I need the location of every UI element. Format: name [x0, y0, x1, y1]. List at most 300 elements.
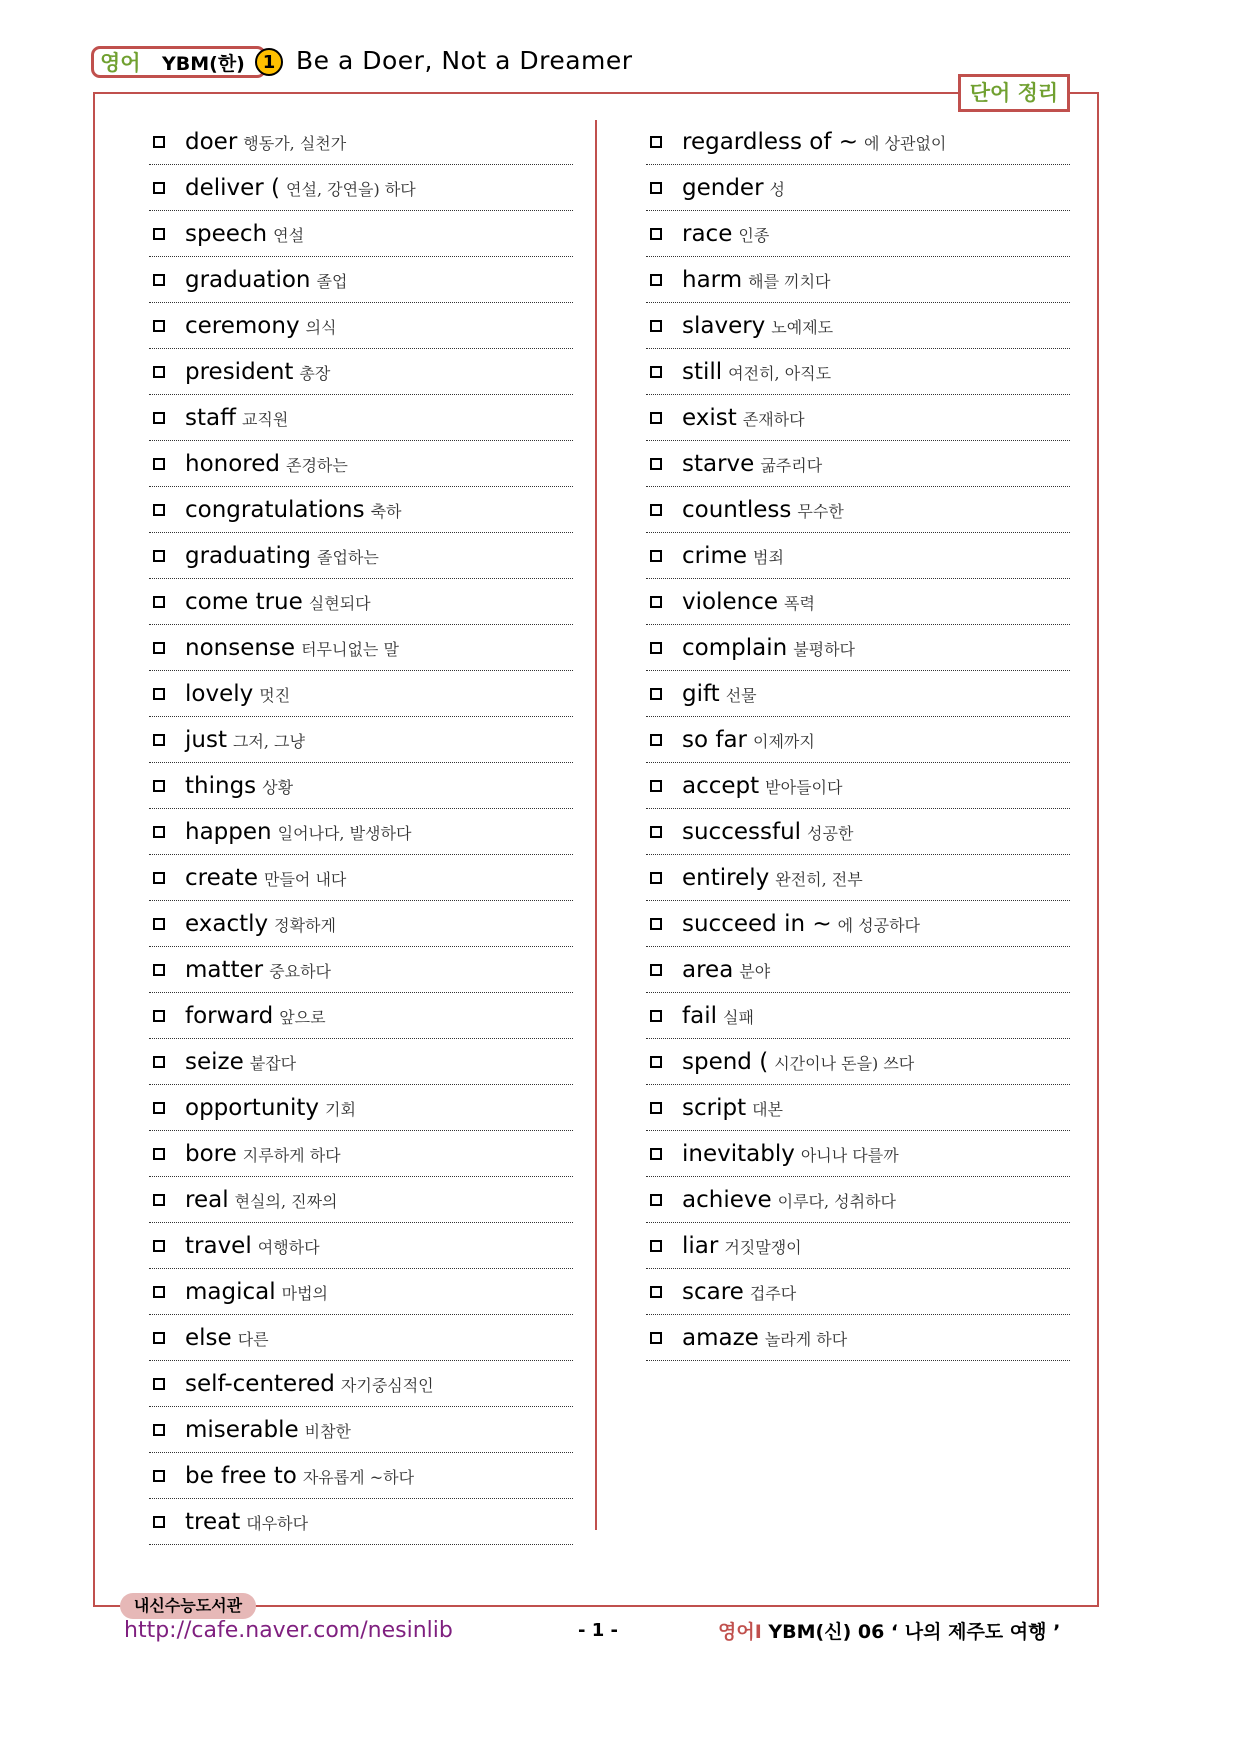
english-word: travel [185, 1233, 252, 1259]
checkbox-icon[interactable] [153, 1424, 165, 1436]
checkbox-icon[interactable] [153, 458, 165, 470]
checkbox-icon[interactable] [650, 734, 662, 746]
vocab-item [646, 165, 1070, 211]
vocab-item [149, 717, 573, 763]
english-word: graduating [185, 543, 312, 569]
english-word: scare [682, 1279, 744, 1305]
english-word: honored [185, 451, 280, 477]
vocab-text [185, 1186, 338, 1216]
library-label: 내신수능도서관 [120, 1593, 256, 1619]
korean-meaning: 지루하게 하다 [242, 1146, 341, 1165]
korean-meaning: 축하 [370, 502, 402, 521]
korean-meaning: 존재하다 [742, 410, 805, 429]
subject-label: 영어 [100, 51, 141, 75]
korean-meaning: 인종 [738, 226, 770, 245]
korean-meaning: 멋진 [259, 686, 291, 705]
korean-meaning: 붙잡다 [249, 1054, 297, 1073]
english-word: slavery [682, 313, 766, 339]
korean-meaning: 그저, 그냥 [232, 732, 305, 751]
vocab-text [682, 220, 769, 250]
vocab-text [185, 1140, 341, 1170]
checkbox-icon[interactable] [650, 596, 662, 608]
english-word: gift [682, 681, 720, 707]
korean-meaning: 행동가, 실천가 [243, 134, 347, 153]
vocab-text [185, 312, 336, 342]
vocab-item [646, 763, 1070, 809]
vocab-text [185, 726, 305, 756]
korean-meaning: 이제까지 [753, 732, 815, 751]
vocab-item [149, 487, 573, 533]
vocab-text [185, 1462, 414, 1492]
checkbox-icon[interactable] [650, 918, 662, 930]
vocab-text [185, 680, 290, 710]
checkbox-icon[interactable] [650, 1240, 662, 1252]
korean-meaning: 분야 [739, 962, 771, 981]
checkbox-icon[interactable] [153, 642, 165, 654]
korean-meaning: 받아들이다 [765, 778, 843, 797]
korean-meaning: 앞으로 [279, 1008, 326, 1027]
english-word: successful [682, 819, 802, 845]
korean-meaning: 시간이나 돈을) 쓰다 [774, 1054, 915, 1073]
korean-meaning: 성 [769, 180, 786, 199]
checkbox-icon[interactable] [153, 1378, 165, 1390]
english-word: succeed in ~ [682, 911, 832, 937]
vocab-text [185, 634, 399, 664]
english-word: complain [682, 635, 788, 661]
korean-meaning: 선물 [725, 686, 757, 705]
korean-meaning: 불평하다 [793, 640, 856, 659]
english-word: magical [185, 1279, 276, 1305]
english-word: things [185, 773, 257, 799]
korean-meaning: 마법의 [281, 1284, 328, 1303]
vocab-text [185, 1278, 328, 1308]
english-word: miserable [185, 1417, 299, 1443]
checkbox-icon[interactable] [650, 458, 662, 470]
korean-meaning: 대우하다 [246, 1514, 309, 1533]
vocab-item [149, 303, 573, 349]
checkbox-icon[interactable] [650, 1194, 662, 1206]
vocab-text [682, 174, 785, 204]
korean-meaning: 실현되다 [308, 594, 371, 613]
english-word: countless [682, 497, 792, 523]
vocab-column-right [646, 119, 1070, 1361]
vocab-item [646, 947, 1070, 993]
vocab-item [646, 855, 1070, 901]
vocab-column-left [149, 119, 573, 1545]
english-word: just [185, 727, 227, 753]
checkbox-icon[interactable] [153, 964, 165, 976]
vocab-item [149, 993, 573, 1039]
vocab-text [682, 266, 831, 296]
checkbox-icon[interactable] [650, 504, 662, 516]
korean-meaning: 졸업 [316, 272, 348, 291]
checkbox-icon[interactable] [153, 1102, 165, 1114]
vocab-text [185, 1324, 269, 1354]
vocab-text [185, 450, 348, 480]
english-word: president [185, 359, 294, 385]
vocab-text [682, 358, 831, 388]
book-subject: 영어Ⅰ [718, 1621, 762, 1643]
checkbox-icon[interactable] [153, 918, 165, 930]
korean-meaning: 교직원 [241, 410, 289, 429]
vocab-item [646, 671, 1070, 717]
library-url-link[interactable]: http://cafe.naver.com/nesinlib [124, 1618, 453, 1643]
vocab-item [149, 1269, 573, 1315]
english-word: exist [682, 405, 737, 431]
checkbox-icon[interactable] [153, 1148, 165, 1160]
section-label: 단어 정리 [958, 74, 1070, 112]
vocab-item [149, 1407, 573, 1453]
checkbox-icon[interactable] [650, 228, 662, 240]
english-word: self-centered [185, 1371, 335, 1397]
checkbox-icon[interactable] [153, 688, 165, 700]
checkbox-icon[interactable] [153, 734, 165, 746]
checkbox-icon[interactable] [153, 1470, 165, 1482]
checkbox-icon[interactable] [153, 1194, 165, 1206]
checkbox-icon[interactable] [650, 826, 662, 838]
english-word: lovely [185, 681, 254, 707]
vocab-item [646, 1085, 1070, 1131]
vocab-text [682, 634, 855, 664]
checkbox-icon[interactable] [650, 688, 662, 700]
english-word: entirely [682, 865, 770, 891]
english-word: congratulations [185, 497, 365, 523]
korean-meaning: 무수한 [797, 502, 844, 521]
english-word: else [185, 1325, 232, 1351]
vocab-text [185, 358, 330, 388]
korean-meaning: 굶주리다 [760, 456, 823, 475]
vocab-item [646, 717, 1070, 763]
vocab-text [185, 588, 371, 618]
checkbox-icon[interactable] [153, 826, 165, 838]
book-details: YBM(신) 06 ‘ 나의 제주도 여행 ’ [761, 1621, 1061, 1643]
english-word: exactly [185, 911, 269, 937]
vocab-item [149, 1131, 573, 1177]
korean-meaning: 여행하다 [257, 1238, 320, 1257]
vocab-item [646, 579, 1070, 625]
vocab-item [149, 165, 573, 211]
vocab-text [682, 1324, 847, 1354]
checkbox-icon[interactable] [153, 1010, 165, 1022]
checkbox-icon[interactable] [650, 780, 662, 792]
lesson-title: Be a Doer, Not a Dreamer [296, 46, 633, 75]
korean-meaning: 폭력 [784, 594, 815, 613]
checkbox-icon[interactable] [650, 1332, 662, 1344]
vocab-item [149, 855, 573, 901]
vocab-text [185, 1094, 356, 1124]
vocab-text [682, 956, 770, 986]
english-word: race [682, 221, 733, 247]
vocab-item [646, 441, 1070, 487]
korean-meaning: 연설 [273, 226, 305, 245]
vocab-item [149, 947, 573, 993]
english-word: staff [185, 405, 236, 431]
vocab-item [646, 211, 1070, 257]
vocab-text [682, 312, 833, 342]
checkbox-icon[interactable] [153, 550, 165, 562]
vocab-text [185, 956, 331, 986]
vocab-item [646, 1315, 1070, 1361]
vocab-text [185, 1370, 434, 1400]
vocab-item [149, 625, 573, 671]
english-word: fail [682, 1003, 717, 1029]
korean-meaning: 자기중심적인 [340, 1376, 434, 1395]
english-word: be free to [185, 1463, 297, 1489]
english-word: nonsense [185, 635, 296, 661]
vocab-item [646, 303, 1070, 349]
checkbox-icon[interactable] [153, 366, 165, 378]
korean-meaning: 상황 [262, 778, 294, 797]
english-word: so far [682, 727, 748, 753]
english-word: come true [185, 589, 303, 615]
vocab-text [185, 772, 293, 802]
english-word: liar [682, 1233, 719, 1259]
vocab-item [646, 1039, 1070, 1085]
korean-meaning: 완전히, 전부 [775, 870, 863, 889]
checkbox-icon[interactable] [650, 550, 662, 562]
korean-meaning: 범죄 [753, 548, 784, 567]
vocab-text [682, 496, 844, 526]
vocab-item [149, 1039, 573, 1085]
vocab-text [682, 726, 815, 756]
english-word: opportunity [185, 1095, 319, 1121]
korean-meaning: 기회 [325, 1100, 356, 1119]
english-word: spend ( [682, 1049, 769, 1075]
korean-meaning: 여전히, 아직도 [728, 364, 832, 383]
vocab-text [185, 864, 346, 894]
english-word: inevitably [682, 1141, 795, 1167]
checkbox-icon[interactable] [153, 1286, 165, 1298]
checkbox-icon[interactable] [153, 412, 165, 424]
checkbox-icon[interactable] [650, 274, 662, 286]
vocab-text [682, 1278, 796, 1308]
korean-meaning: 중요하다 [269, 962, 331, 981]
vocab-item [149, 349, 573, 395]
checkbox-icon[interactable] [153, 320, 165, 332]
vocab-text [185, 910, 336, 940]
vocab-item [646, 257, 1070, 303]
checkbox-icon[interactable] [650, 642, 662, 654]
korean-meaning: 현실의, 진짜의 [234, 1192, 338, 1211]
english-word: happen [185, 819, 272, 845]
vocab-item [149, 1085, 573, 1131]
english-word: starve [682, 451, 755, 477]
vocab-text [682, 404, 805, 434]
checkbox-icon[interactable] [650, 1148, 662, 1160]
english-word: speech [185, 221, 268, 247]
korean-meaning: 연설, 강연을) 하다 [286, 180, 416, 199]
english-word: graduation [185, 267, 311, 293]
vocab-item [149, 1223, 573, 1269]
korean-meaning: 이루다, 성취하다 [777, 1192, 896, 1211]
vocab-text [682, 910, 920, 940]
vocab-text [185, 220, 304, 250]
english-word: accept [682, 773, 760, 799]
checkbox-icon[interactable] [650, 1056, 662, 1068]
checkbox-icon[interactable] [650, 136, 662, 148]
checkbox-icon[interactable] [650, 1010, 662, 1022]
vocab-item [646, 533, 1070, 579]
vocab-text [185, 496, 402, 526]
vocab-item [149, 441, 573, 487]
english-word: amaze [682, 1325, 759, 1351]
english-word: gender [682, 175, 764, 201]
checkbox-icon[interactable] [650, 182, 662, 194]
korean-meaning: 다른 [237, 1330, 269, 1349]
vocab-text [682, 1094, 783, 1124]
vocab-text [185, 128, 346, 158]
lesson-number-badge: 1 [255, 48, 283, 76]
vocab-text [185, 818, 411, 848]
vocab-item [646, 1177, 1070, 1223]
vocab-text [682, 1186, 896, 1216]
english-word: harm [682, 267, 743, 293]
book-info [718, 1619, 1060, 1645]
vocab-item [646, 395, 1070, 441]
vocab-item [149, 211, 573, 257]
vocab-item [149, 1361, 573, 1407]
vocab-item [646, 1131, 1070, 1177]
english-word: real [185, 1187, 229, 1213]
vocab-text [682, 680, 757, 710]
vocab-text [682, 1002, 754, 1032]
korean-meaning: 정확하게 [274, 916, 336, 935]
vocab-item [646, 809, 1070, 855]
checkbox-icon[interactable] [153, 1056, 165, 1068]
vocab-item [149, 671, 573, 717]
checkbox-icon[interactable] [153, 596, 165, 608]
vocab-item [149, 533, 573, 579]
korean-meaning: 에 성공하다 [837, 916, 920, 935]
english-word: crime [682, 543, 748, 569]
korean-meaning: 아니나 다를까 [800, 1146, 899, 1165]
english-word: doer [185, 129, 238, 155]
vocab-item [646, 1223, 1070, 1269]
vocab-item [646, 993, 1070, 1039]
checkbox-icon[interactable] [153, 274, 165, 286]
korean-meaning: 졸업하는 [317, 548, 379, 567]
vocab-item [149, 1177, 573, 1223]
vocab-item [149, 901, 573, 947]
column-divider [595, 120, 597, 1530]
checkbox-icon[interactable] [153, 1240, 165, 1252]
english-word: bore [185, 1141, 237, 1167]
english-word: create [185, 865, 259, 891]
korean-meaning: 겁주다 [749, 1284, 797, 1303]
checkbox-icon[interactable] [153, 504, 165, 516]
korean-meaning: 놀라게 하다 [764, 1330, 848, 1349]
checkbox-icon[interactable] [650, 320, 662, 332]
vocab-text [682, 542, 784, 572]
english-word: forward [185, 1003, 274, 1029]
checkbox-icon[interactable] [153, 1332, 165, 1344]
vocab-text [185, 266, 347, 296]
korean-meaning: 노예제도 [771, 318, 834, 337]
vocab-item [646, 901, 1070, 947]
checkbox-icon[interactable] [650, 964, 662, 976]
vocab-item [149, 1315, 573, 1361]
korean-meaning: 에 상관없이 [864, 134, 947, 153]
vocab-item [149, 119, 573, 165]
english-word: deliver ( [185, 175, 281, 201]
vocab-item [149, 809, 573, 855]
vocab-item [149, 1453, 573, 1499]
korean-meaning: 만들어 내다 [264, 870, 347, 889]
vocab-item [646, 1269, 1070, 1315]
vocab-item [149, 763, 573, 809]
vocab-text [682, 588, 815, 618]
checkbox-icon[interactable] [153, 872, 165, 884]
checkbox-icon[interactable] [650, 1102, 662, 1114]
page-number: - 1 - [578, 1620, 618, 1641]
english-word: seize [185, 1049, 244, 1075]
english-word: area [682, 957, 734, 983]
vocab-text [185, 1048, 296, 1078]
vocab-text [185, 404, 288, 434]
checkbox-icon[interactable] [650, 412, 662, 424]
checkbox-icon[interactable] [650, 366, 662, 378]
korean-meaning: 일어나다, 발생하다 [277, 824, 412, 843]
checkbox-icon[interactable] [153, 228, 165, 240]
vocab-item [149, 257, 573, 303]
vocab-text [185, 1416, 351, 1446]
korean-meaning: 자유롭게 ~하다 [302, 1468, 415, 1487]
vocab-text [682, 864, 863, 894]
korean-meaning: 해를 끼치다 [748, 272, 831, 291]
korean-meaning: 터무니없는 말 [301, 640, 399, 659]
checkbox-icon[interactable] [650, 872, 662, 884]
vocab-text [185, 1002, 326, 1032]
vocab-text [682, 1048, 914, 1078]
checkbox-icon[interactable] [153, 1516, 165, 1528]
english-word: regardless of ~ [682, 129, 859, 155]
english-word: achieve [682, 1187, 772, 1213]
checkbox-icon[interactable] [650, 1286, 662, 1298]
vocab-item [149, 395, 573, 441]
korean-meaning: 성공한 [807, 824, 854, 843]
korean-meaning: 대본 [752, 1100, 784, 1119]
english-word: violence [682, 589, 778, 615]
vocab-item [646, 625, 1070, 671]
korean-meaning: 존경하는 [286, 456, 348, 475]
english-word: treat [185, 1509, 241, 1535]
vocab-text [185, 1508, 308, 1538]
vocab-item [149, 1499, 573, 1545]
korean-meaning: 총장 [299, 364, 331, 383]
english-word: ceremony [185, 313, 300, 339]
vocab-text [682, 1140, 899, 1170]
vocab-text [682, 1232, 802, 1262]
vocab-text [682, 128, 946, 158]
korean-meaning: 의식 [305, 318, 337, 337]
english-word: script [682, 1095, 747, 1121]
vocab-text [682, 450, 822, 480]
vocab-text [185, 1232, 320, 1262]
vocab-text [682, 772, 842, 802]
checkbox-icon[interactable] [153, 780, 165, 792]
vocab-text [185, 542, 379, 572]
vocab-item [646, 487, 1070, 533]
vocab-item [646, 119, 1070, 165]
vocab-text [682, 818, 853, 848]
vocab-text [185, 174, 416, 204]
checkbox-icon[interactable] [153, 136, 165, 148]
english-word: still [682, 359, 723, 385]
checkbox-icon[interactable] [153, 182, 165, 194]
publisher-label: YBM(한) [162, 53, 245, 75]
korean-meaning: 실패 [722, 1008, 754, 1027]
english-word: matter [185, 957, 264, 983]
